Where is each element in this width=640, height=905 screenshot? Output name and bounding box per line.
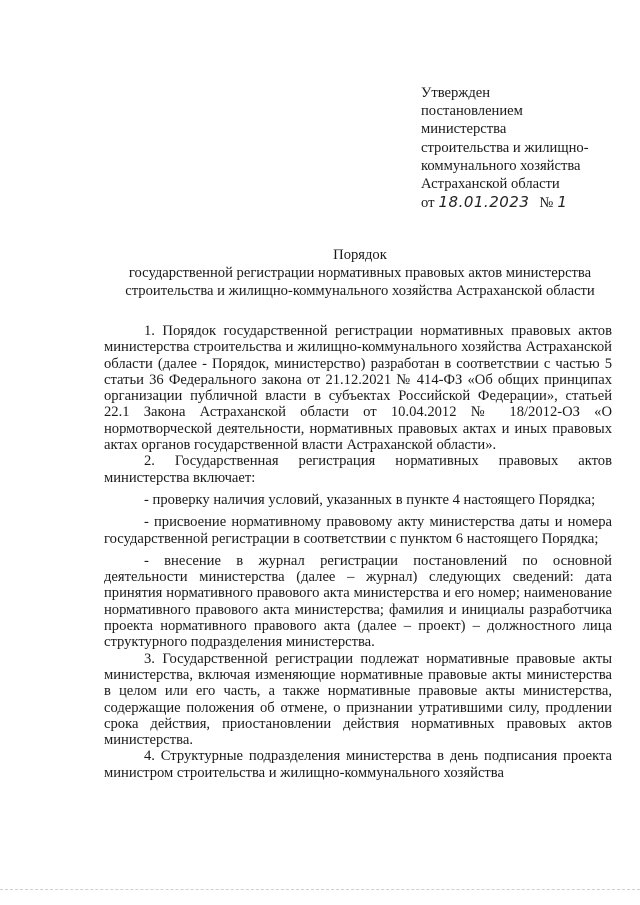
paragraph-2: 2. Государственная регистрация нормативных правовых актов министерства включает: [104, 453, 612, 486]
list-item: - проверку наличия условий, указанных в пункте 4 настоящего Порядка; [144, 491, 596, 508]
paragraph-4: 4. Структурные подразделения министерства в день подписания проекта министром строительства и жилищно-коммунального хозяйства [104, 748, 612, 781]
approval-line: строительства и жилищно- [421, 139, 589, 156]
approval-line: Астраханской области [421, 176, 560, 193]
list-item: - присвоение нормативному правовому акту министерства даты и номера государственной регистрации в соответствии с пунктом 6 настоящего Порядка; [104, 514, 612, 547]
title-heading: Порядок [333, 247, 387, 263]
approval-stamp [421, 84, 621, 212]
document-title [100, 246, 620, 301]
date-prefix: от [421, 195, 435, 212]
paragraph-3: 3. Государственной регистрации подлежат нормативные правовые акты министерства, включая изменяющие нормативные правовые акты министерства в целом или его часть, а также нормативные правовые акты министерства, содержащие положения об отмене, о признании утратившими силу, продлении срока действия, приостановлении действия нормативных правовых актов министерства. [104, 650, 612, 749]
title-subtitle-line1: государственной регистрации нормативных правовых актов министерства [128, 265, 592, 282]
approval-line: Утвержден [421, 85, 491, 101]
approval-line: коммунального хозяйства [421, 157, 581, 174]
page-edge-divider [0, 889, 640, 891]
title-subtitle-line2: строительства и жилищно-коммунального хозяйства Астраханской области [125, 283, 595, 300]
list-item: - внесение в журнал регистрации постановлений по основной деятельности министерства (далее – журнал) следующих сведений: дата принятия нормативного правового акта министерства и его номер; наименование нормативного правового акта министерства; фамилия и инициалы разработчика проекта нормативного правового акта (далее – проект) – должностного лица структурного подразделения министерства. [104, 552, 612, 651]
document-body [104, 323, 612, 781]
handwritten-date: 18.01.2023 [438, 193, 530, 212]
approval-line: постановлением [421, 103, 523, 120]
paragraph-1: 1. Порядок государственной регистрации нормативных правовых актов министерства строительства и жилищно-коммунального хозяйства Астраханской области (далее - Порядок, министерство) разработан в соответствии с частью 5 статьи 36 Федерального закона от 21.12.2021 № 414-ФЗ «Об общих принципах организации публичной власти в субъектах Российской Федерации», статьей 22.1 Закона Астраханской области от 10.04.2012 № 18/2012-ОЗ «О нормотворческой деятельности, нормативных правовых актах и иных правовых актах органов государственной власти Астраханской области». [104, 323, 612, 454]
handwritten-number: 1 [557, 193, 568, 212]
number-prefix: № [539, 195, 554, 212]
approval-date-line [421, 193, 621, 212]
approval-line: министерства [421, 121, 507, 138]
